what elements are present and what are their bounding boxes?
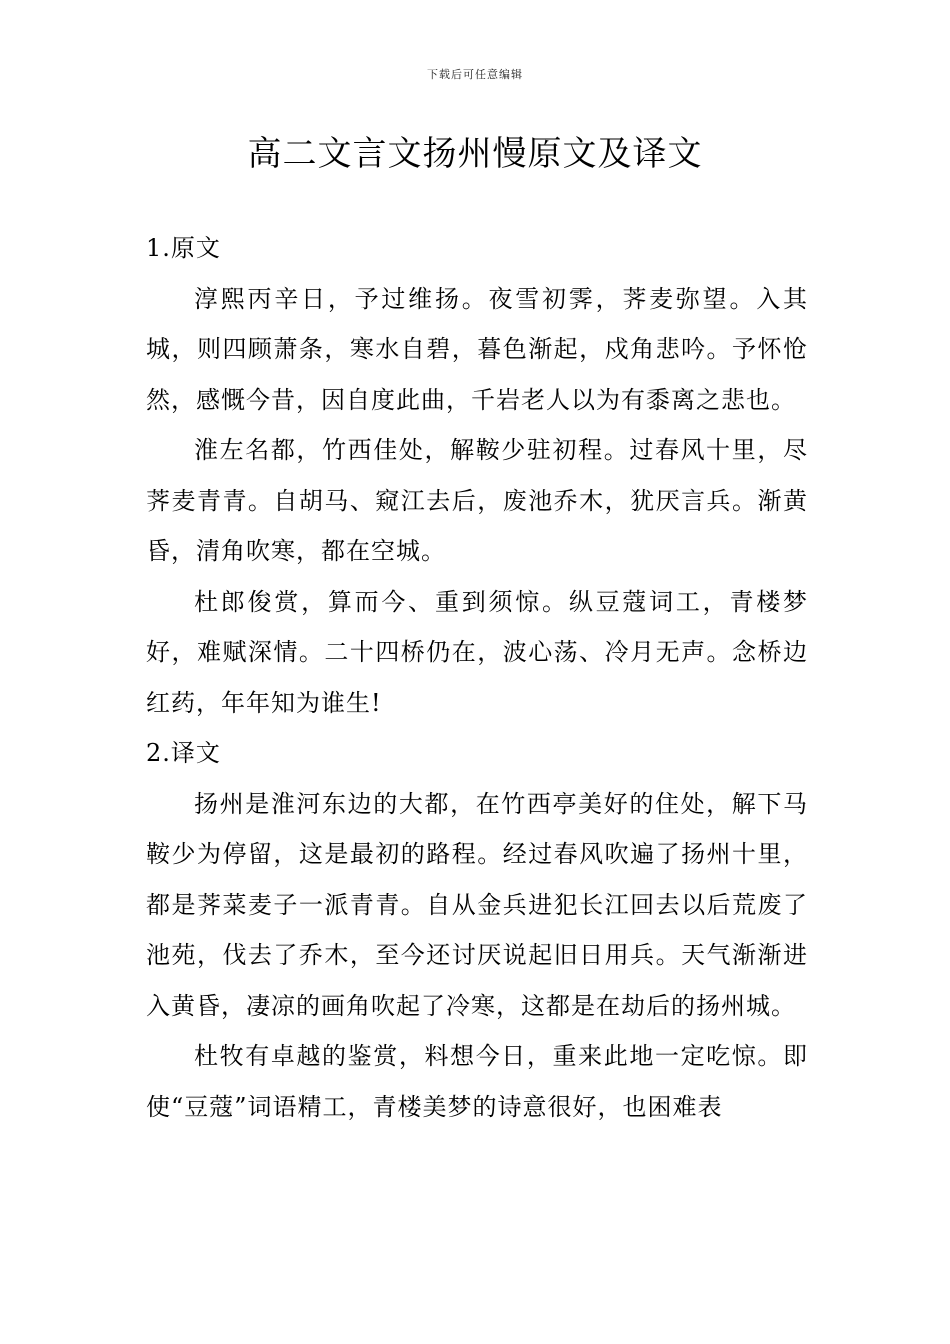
- section-heading: 1.原文: [146, 234, 221, 262]
- section-original-text: [146, 223, 808, 728]
- paragraph: 杜郎俊赏，算而今、重到须惊。纵豆蔻词工，青楼梦好，难赋深情。二十四桥仍在，波心荡、冷月无声。念桥边红药，年年知为谁生!: [146, 587, 808, 717]
- paragraph: 杜牧有卓越的鉴赏，料想今日，重来此地一定吃惊。即使“豆蔻”词语精工，青楼美梦的诗意很好，也困难表: [146, 1042, 808, 1121]
- header-note: 下载后可任意编辑: [427, 68, 523, 81]
- document-body: [146, 223, 808, 1132]
- section-translation: [146, 728, 808, 1132]
- paragraph: 扬州是淮河东边的大都，在竹西亭美好的住处，解下马鞍少为停留，这是最初的路程。经过春风吹遍了扬州十里，都是荠菜麦子一派青青。自从金兵进犯长江回去以后荒废了池苑，伐去了乔木，至今还讨厌说起旧日用兵。天气渐渐进入黄昏，凄凉的画角吹起了冷寒，这都是在劫后的扬州城。: [146, 789, 808, 1020]
- document-title: 高二文言文扬州慢原文及译文: [247, 134, 703, 174]
- paragraph: 淳熙丙辛日，予过维扬。夜雪初霁，荠麦弥望。入其城，则四顾萧条，寒水自碧，暮色渐起，戍角悲吟。予怀怆然，感慨今昔，因自度此曲，千岩老人以为有黍离之悲也。: [146, 284, 808, 414]
- paragraph: 淮左名都，竹西佳处，解鞍少驻初程。过春风十里，尽荠麦青青。自胡马、窥江去后，废池乔木，犹厌言兵。渐黄昏，清角吹寒，都在空城。: [146, 436, 808, 565]
- section-heading: 2.译文: [146, 739, 221, 767]
